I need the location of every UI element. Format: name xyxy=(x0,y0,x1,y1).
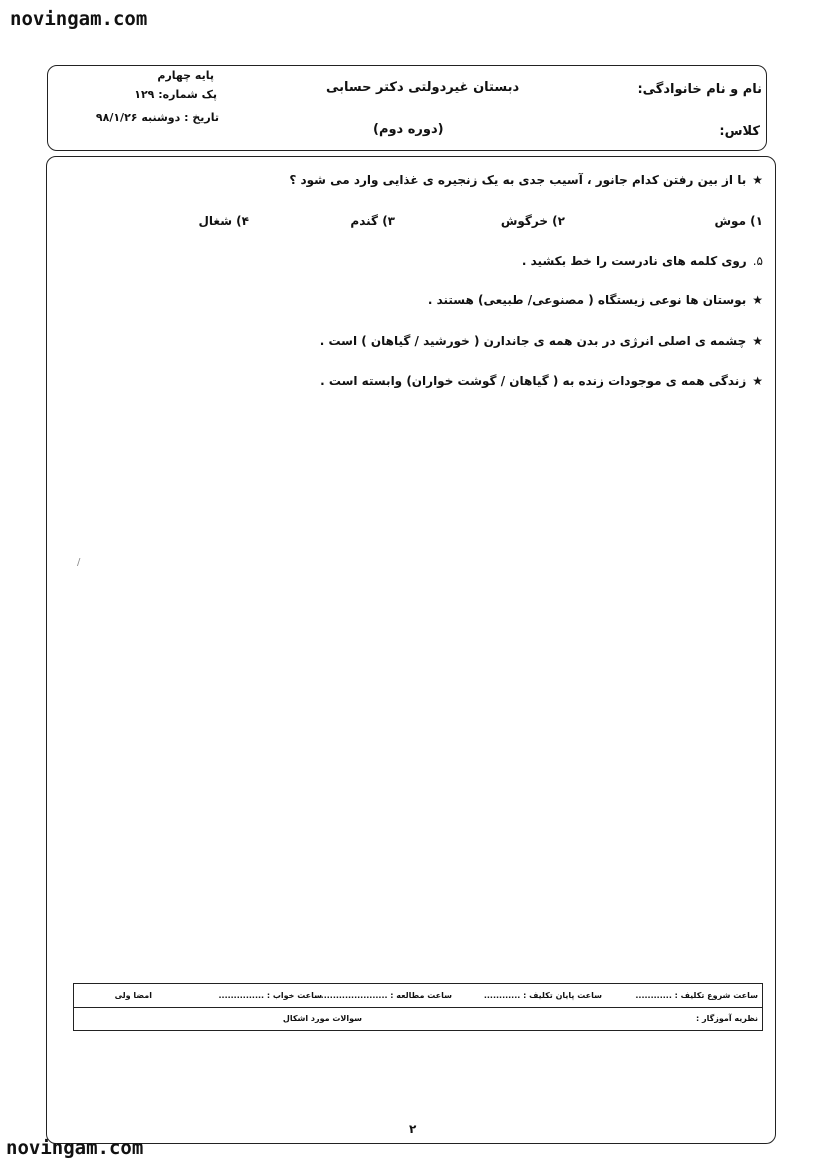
end-time-field: ساعت پایان تکلیف : ............ xyxy=(483,991,602,1000)
sleep-time-field: ساعت خواب : ............... xyxy=(218,991,322,1000)
watermark-top: novingam.com xyxy=(10,8,148,30)
question-5-number: ۵. xyxy=(752,254,763,268)
class-label: کلاس: xyxy=(719,124,760,139)
pack-number: پک شماره: ۱۲۹ xyxy=(134,88,217,101)
star-icon: ★ xyxy=(752,334,763,348)
study-time-field: ساعت مطالعه : ........................ xyxy=(314,991,452,1000)
student-name-label: نام و نام خانوادگی: xyxy=(637,82,762,97)
footer-divider xyxy=(74,1007,762,1008)
statement-1 xyxy=(428,293,763,307)
parent-signature-field: امضا ولی xyxy=(114,991,152,1000)
grade-label: پایه چهارم xyxy=(157,69,214,82)
question-5 xyxy=(522,254,763,268)
start-time-field: ساعت شروع تکلیف : ............ xyxy=(635,991,758,1000)
question-1-text: با از بین رفتن کدام جانور ، آسیب جدی به یک زنجیره ی غذایی وارد می شود ؟ xyxy=(289,173,747,187)
question-1-option-1: ۱) موش xyxy=(714,214,763,228)
exam-header xyxy=(47,65,767,151)
question-1-option-3: ۳) گندم xyxy=(350,214,395,228)
page-number: ۲ xyxy=(409,1122,417,1136)
star-icon: ★ xyxy=(752,293,763,307)
question-1 xyxy=(289,173,763,187)
footer-table xyxy=(73,983,763,1031)
question-1-option-2: ۲) خرگوش xyxy=(500,214,565,228)
exam-date: تاریخ : دوشنبه ۹۸/۱/۲۶ xyxy=(95,111,219,124)
statement-2 xyxy=(320,334,763,348)
question-1-option-4: ۴) شغال xyxy=(198,214,249,228)
school-name: دبستان غیردولتی دکتر حسابی xyxy=(326,80,520,95)
statement-2-text: چشمه ی اصلی انرژی در بدن همه ی جاندارن ( خورشید / گیاهان ) است . xyxy=(319,334,747,348)
period-label: (دوره دوم) xyxy=(373,122,444,137)
statement-3-text: زندگی همه ی موجودات زنده به ( گیاهان / گوشت خواران) وابسته است . xyxy=(320,374,747,388)
statement-1-text: بوستان ها نوعی زیستگاه ( مصنوعی/ طبیعی) هستند . xyxy=(427,293,747,307)
statement-3 xyxy=(320,374,763,388)
question-5-text: روی کلمه های نادرست را خط بکشید . xyxy=(521,254,747,268)
stray-mark: / xyxy=(77,557,81,568)
star-icon: ★ xyxy=(752,173,763,187)
star-icon: ★ xyxy=(752,374,763,388)
teacher-opinion-field: نظریه آموزگار : xyxy=(696,1014,758,1023)
watermark-bottom: novingam.com xyxy=(6,1137,144,1159)
exam-content xyxy=(46,156,776,1144)
problem-questions-field: سوالات مورد اشکال xyxy=(282,1014,362,1023)
